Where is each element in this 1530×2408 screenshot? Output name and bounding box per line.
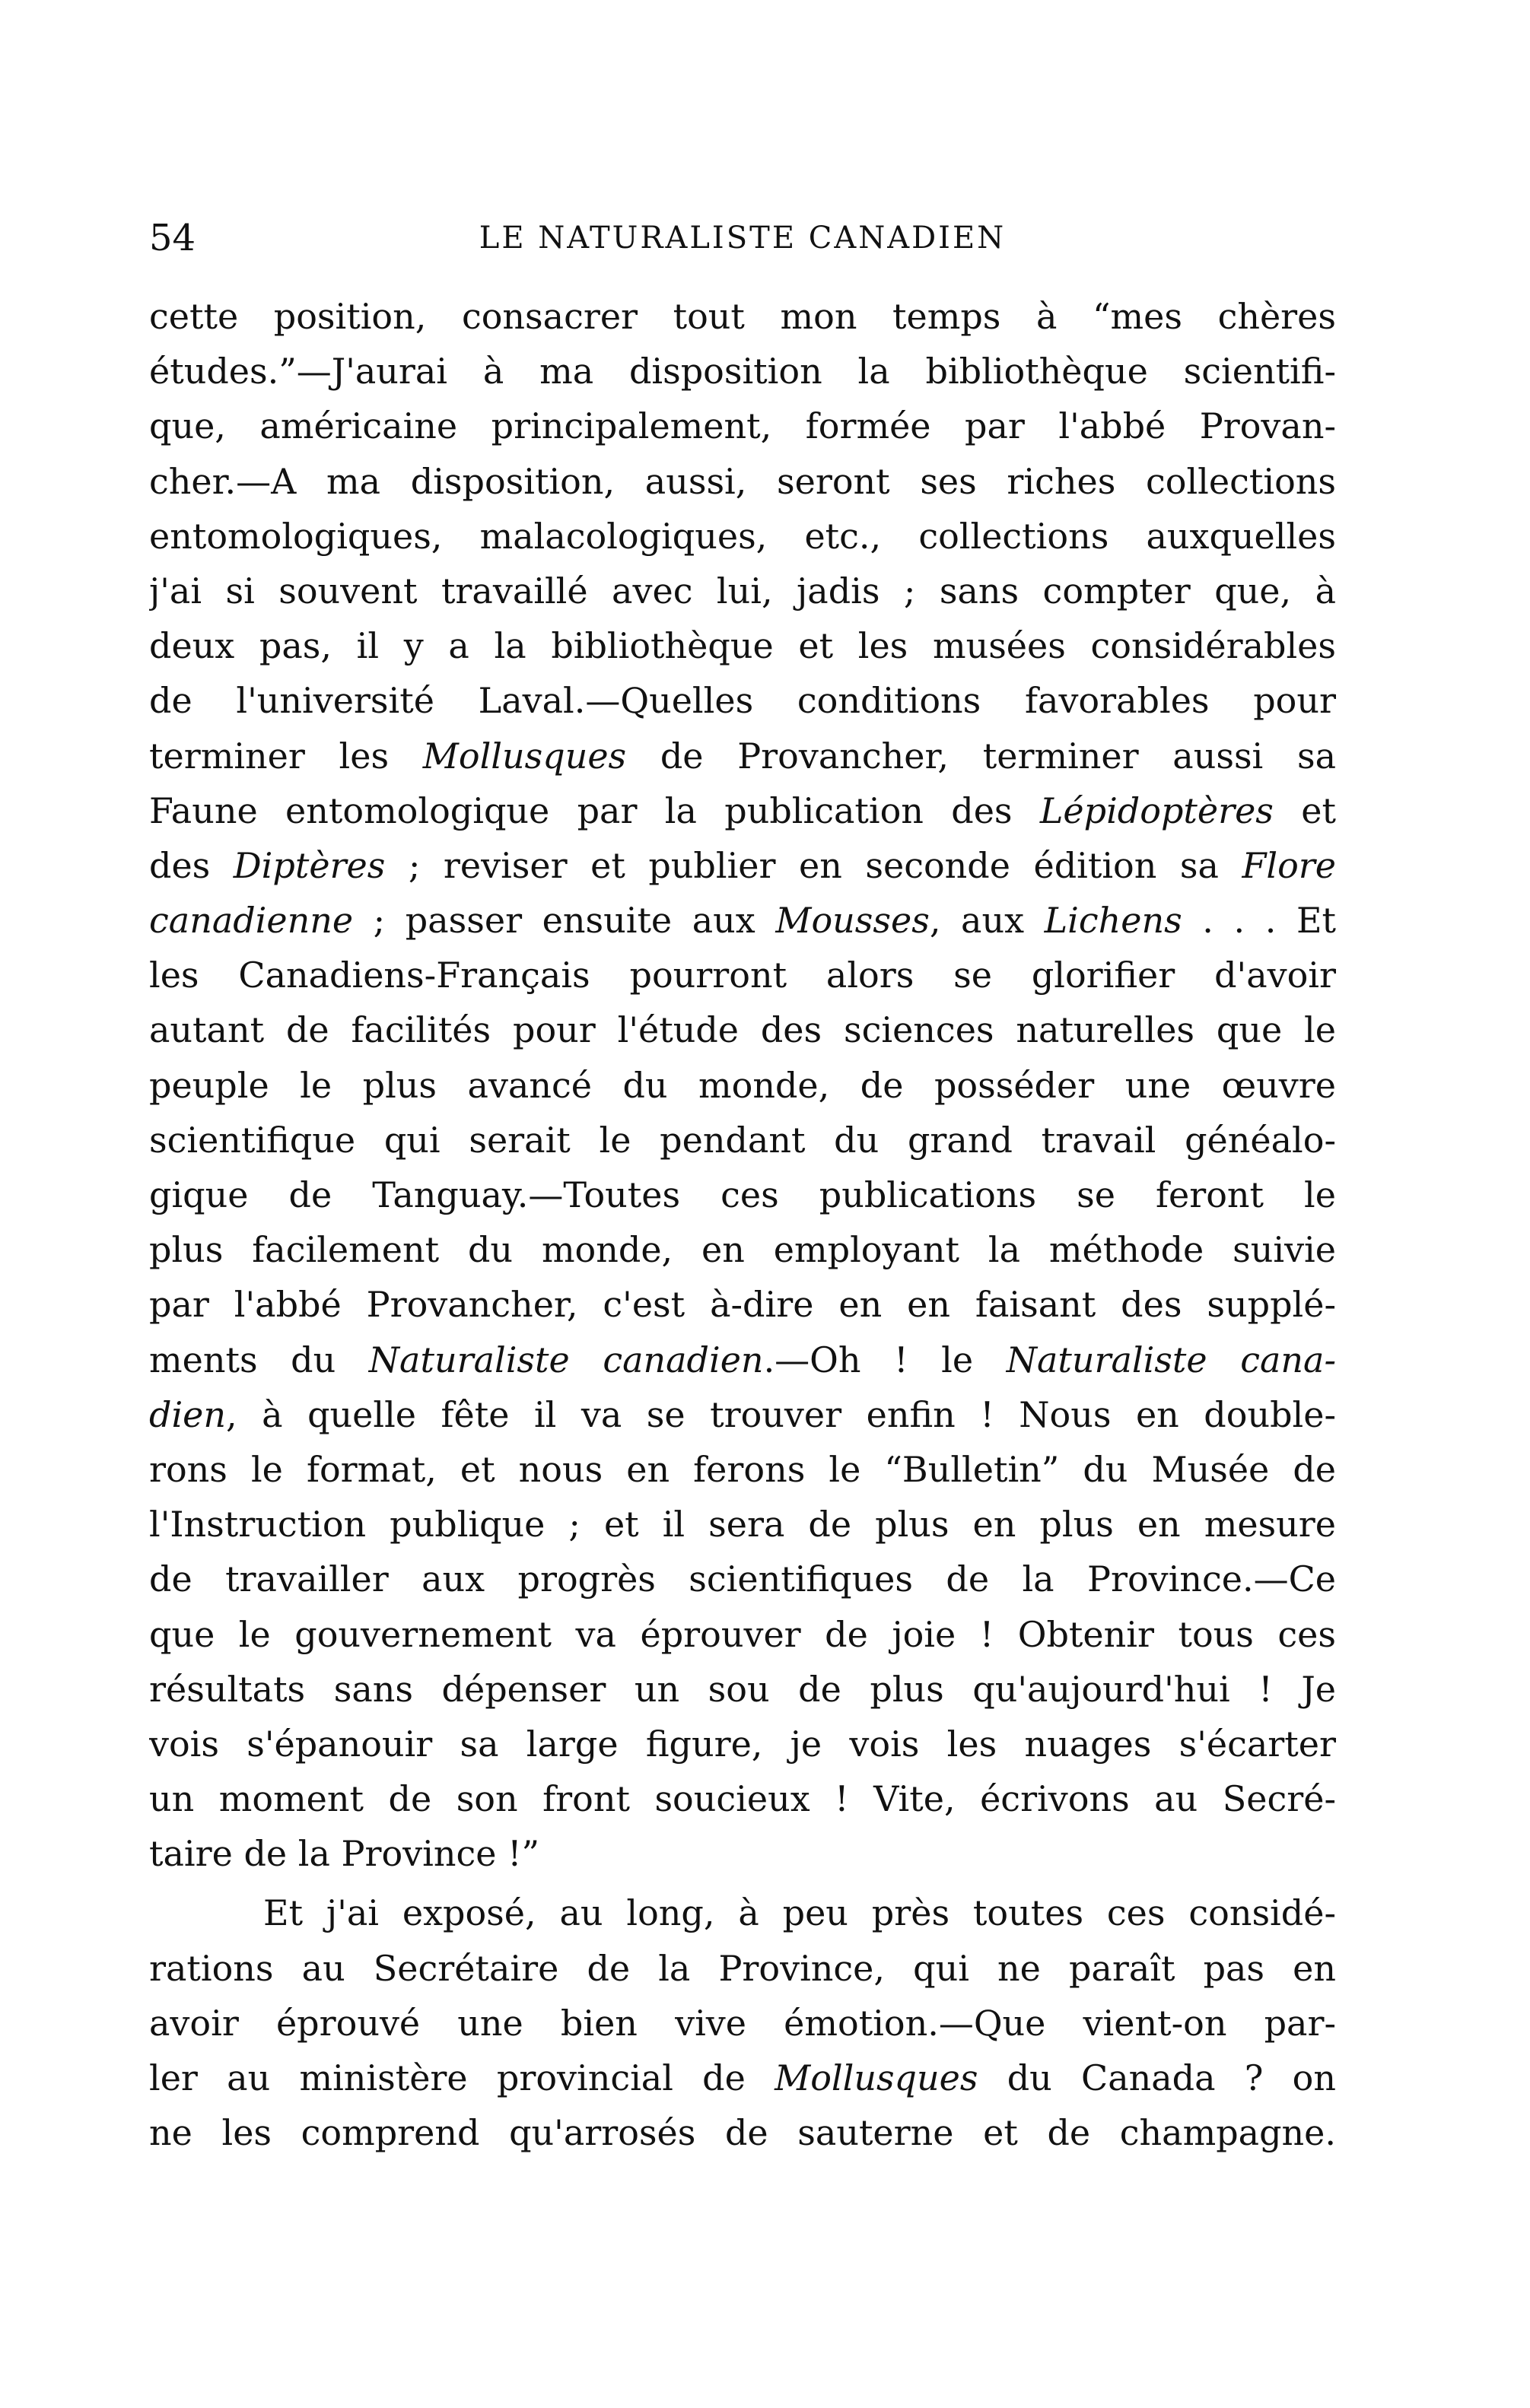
- italic-text: Diptères: [233, 844, 386, 886]
- text-line: [149, 893, 1336, 948]
- text-segment: , aux: [929, 900, 1045, 942]
- text-segment: des: [149, 844, 234, 886]
- italic-text: dien: [149, 1393, 227, 1435]
- text-line: [149, 564, 1336, 618]
- text-line: [149, 1941, 1336, 1996]
- text-segment: ; reviser et publier en seconde édition sa: [385, 844, 1242, 886]
- italic-text: canadienne: [149, 900, 354, 942]
- text-segment: , à quelle fête il va se trouver enfin ! Nous en double-: [226, 1393, 1336, 1435]
- text-segment: ler au ministère provincial de: [149, 2057, 775, 2098]
- text-line: [149, 1277, 1336, 1332]
- text-segment: cher.—A ma disposition, aussi, seront ses riches collections: [149, 460, 1336, 502]
- text-segment: .—Oh ! le: [763, 1339, 1007, 1380]
- text-segment: que, américaine principalement, formée par l'abbé Provan-: [149, 405, 1336, 447]
- text-line: [149, 1996, 1336, 2051]
- text-segment: vois s'épanouir sa large figure, je vois les nuages s'écarter: [149, 1723, 1336, 1765]
- text-line: [149, 1662, 1336, 1717]
- text-segment: avoir éprouvé une bien vive émotion.—Que vient-on par-: [149, 2002, 1336, 2044]
- text-segment: ne les comprend qu'arrosés de sauterne et de champagne.: [149, 2112, 1336, 2154]
- text-segment: j'ai si souvent travaillé avec lui, jadis ; sans compter que, à: [149, 570, 1336, 612]
- italic-text: Lépidoptères: [1039, 789, 1274, 831]
- text-line: [149, 1607, 1336, 1662]
- text-line: [149, 1497, 1336, 1552]
- text-line: [149, 454, 1336, 509]
- text-line: [149, 289, 1336, 344]
- text-segment: gique de Tanguay.—Toutes ces publications se feront le: [149, 1174, 1336, 1215]
- running-title: LE NATURALISTE CANADIEN: [479, 221, 1007, 256]
- text-line: [149, 1058, 1336, 1113]
- text-segment: de travailler aux progrès scientifiques de la Province.—Ce: [149, 1558, 1336, 1600]
- text-segment: Et j'ai exposé, au long, à peu près toutes ces considé-: [263, 1892, 1336, 1934]
- text-segment: de Provancher, terminer aussi sa: [626, 735, 1336, 777]
- paragraph-1: [149, 289, 1336, 1881]
- text-line: [149, 1442, 1336, 1497]
- text-segment: plus facilement du monde, en employant la méthode suivie: [149, 1229, 1336, 1271]
- text-line: [149, 673, 1336, 728]
- text-segment: deux pas, il y a la bibliothèque et les musées considérables: [149, 625, 1336, 667]
- text-segment: taire de la Province !”: [149, 1833, 540, 1875]
- italic-text: Flore: [1242, 844, 1336, 886]
- italic-text: Naturaliste canadien: [368, 1339, 764, 1380]
- text-line: [149, 948, 1336, 1002]
- text-line: [149, 1552, 1336, 1606]
- text-segment: et: [1273, 789, 1336, 831]
- text-segment: . . . Et: [1182, 900, 1336, 942]
- italic-text: Lichens: [1044, 900, 1182, 942]
- text-line: [149, 509, 1336, 564]
- text-segment: cette position, consacrer tout mon temps à “mes chères: [149, 296, 1336, 337]
- text-segment: les Canadiens-Français pourront alors se glorifier d'avoir: [149, 955, 1336, 996]
- text-line: [149, 1387, 1336, 1442]
- text-line: [149, 399, 1336, 453]
- text-line: [149, 2051, 1336, 2105]
- italic-text: Mollusques: [775, 2057, 978, 2098]
- text-segment: études.”—J'aurai à ma disposition la bibliothèque scientifi-: [149, 351, 1336, 392]
- text-line: [149, 618, 1336, 673]
- text-line: [149, 1771, 1336, 1826]
- italic-text: Mollusques: [422, 735, 627, 777]
- italic-text: Naturaliste cana-: [1006, 1339, 1336, 1380]
- text-line: [149, 838, 1336, 893]
- paragraph-2: [149, 1885, 1336, 2160]
- text-segment: résultats sans dépenser un sou de plus qu'aujourd'hui ! Je: [149, 1668, 1336, 1710]
- page-header: [149, 204, 1336, 272]
- text-line: [149, 1222, 1336, 1277]
- text-line: [149, 1333, 1336, 1387]
- text-segment: que le gouvernement va éprouver de joie ! Obtenir tous ces: [149, 1613, 1336, 1655]
- text-line: [149, 344, 1336, 399]
- text-segment: peuple le plus avancé du monde, de posséder une œuvre: [149, 1064, 1336, 1106]
- body-text: [149, 289, 1336, 2160]
- text-segment: ments du: [149, 1339, 369, 1380]
- text-line: [149, 2105, 1336, 2160]
- text-segment: ; passer ensuite aux: [353, 900, 776, 942]
- text-segment: par l'abbé Provancher, c'est à-dire en en faisant des supplé-: [149, 1284, 1336, 1326]
- text-line: [149, 1885, 1336, 1940]
- text-segment: rons le format, et nous en ferons le “Bulletin” du Musée de: [149, 1448, 1336, 1490]
- text-line: [149, 729, 1336, 783]
- page-number: 54: [149, 217, 196, 259]
- text-line: [149, 1826, 1336, 1881]
- text-segment: du Canada ? on: [978, 2057, 1336, 2098]
- text-segment: de l'université Laval.—Quelles conditions favorables pour: [149, 680, 1336, 722]
- text-segment: autant de facilités pour l'étude des sciences naturelles que le: [149, 1009, 1336, 1051]
- text-segment: terminer les: [149, 735, 423, 777]
- text-line: [149, 1113, 1336, 1167]
- text-line: [149, 1167, 1336, 1222]
- text-segment: un moment de son front soucieux ! Vite, écrivons au Secré-: [149, 1778, 1336, 1820]
- text-line: [149, 1717, 1336, 1771]
- text-segment: entomologiques, malacologiques, etc., collections auxquelles: [149, 515, 1336, 557]
- text-segment: l'Instruction publique ; et il sera de plus en plus en mesure: [149, 1504, 1336, 1546]
- text-segment: Faune entomologique par la publication des: [149, 789, 1040, 831]
- text-line: [149, 1002, 1336, 1057]
- text-segment: scientifique qui serait le pendant du grand travail généalo-: [149, 1119, 1336, 1161]
- italic-text: Mousses: [775, 900, 930, 942]
- text-line: [149, 783, 1336, 838]
- text-segment: rations au Secrétaire de la Province, qui ne paraît pas en: [149, 1947, 1336, 1989]
